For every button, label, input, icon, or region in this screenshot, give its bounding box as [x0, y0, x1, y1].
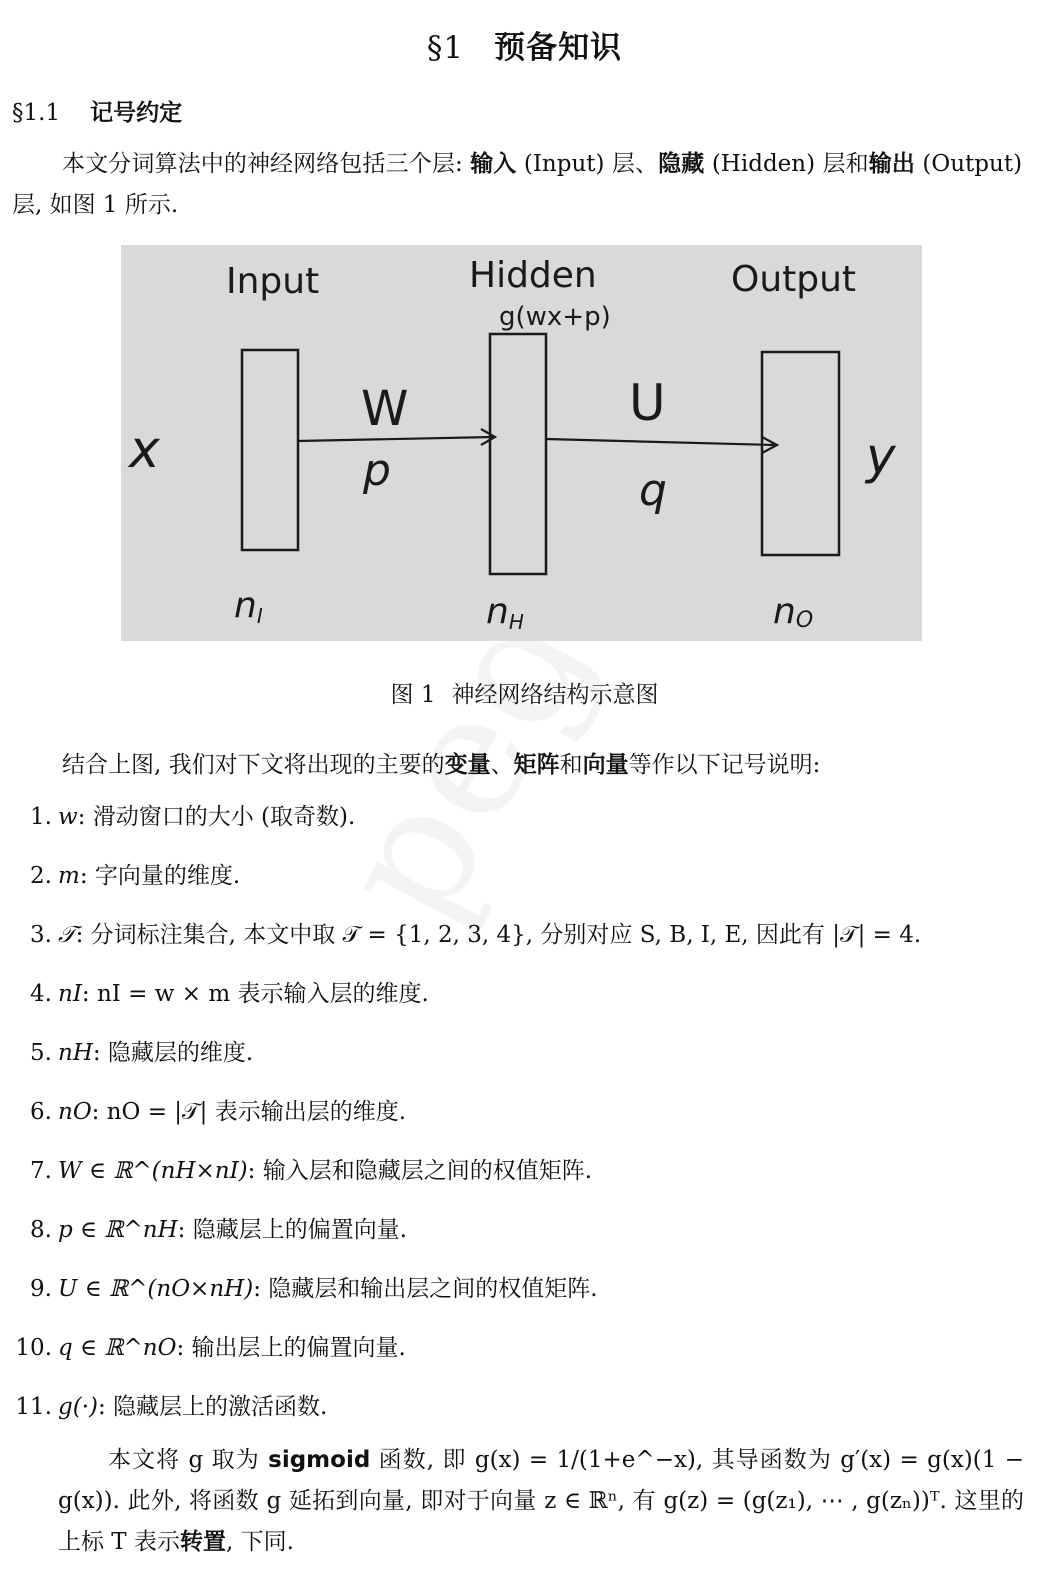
lead-text: 结合上图, 我们对下文将出现的主要的 — [62, 752, 445, 778]
intro-input-term: 输入 — [470, 151, 517, 177]
final-text: 本文将 g 取为 — [108, 1447, 269, 1473]
lead-term-vector: 向量 — [582, 752, 629, 778]
final-text: , 下同. — [225, 1529, 294, 1555]
label-nO: nO — [773, 591, 814, 633]
label-U: U — [629, 374, 666, 432]
list-item-symbol: w — [58, 804, 78, 830]
notation-lead-paragraph — [12, 745, 1022, 786]
list-item — [0, 915, 1030, 955]
intro-text: (Hidden) 层和 — [704, 151, 869, 177]
output-layer-box — [762, 352, 839, 555]
label-output: Output — [731, 259, 857, 300]
lead-text: 等作以下记号说明: — [628, 752, 821, 778]
figure-caption — [0, 676, 1049, 709]
list-item-number: 8. — [30, 1217, 52, 1243]
input-layer-box — [242, 350, 298, 550]
list-item-symbol: nH — [58, 1040, 93, 1066]
label-x: x — [129, 420, 160, 480]
list-item-text: : 隐藏层的维度. — [92, 1040, 254, 1066]
list-item — [0, 1092, 1030, 1132]
intro-text: (Input) 层、 — [516, 151, 659, 177]
list-item — [0, 1269, 1030, 1309]
intro-text: (Output) 层, 如图 1 所示. — [12, 151, 1023, 218]
list-item-number: 11. — [15, 1394, 52, 1420]
list-item-text: : 隐藏层上的偏置向量. — [177, 1217, 408, 1243]
label-W: W — [361, 381, 409, 437]
list-item-number: 5. — [30, 1040, 52, 1066]
list-item-symbol: p ∈ ℝ^nH — [58, 1217, 178, 1243]
list-item-symbol: 𝒯 — [58, 922, 76, 948]
label-hidden: Hidden — [469, 255, 597, 296]
list-item — [0, 856, 1030, 896]
list-item-symbol: q ∈ ℝ^nO — [58, 1335, 177, 1361]
intro-paragraph — [12, 144, 1022, 226]
list-item-text: : 隐藏层和输出层之间的权值矩阵. — [253, 1276, 598, 1302]
list-item-text: : 滑动窗口的大小 (取奇数). — [77, 804, 356, 830]
arrow-input-hidden — [298, 437, 493, 441]
list-item-number: 3. — [30, 922, 52, 948]
label-y: y — [866, 427, 896, 485]
section-title — [0, 22, 1049, 67]
list-item-number: 9. — [30, 1276, 52, 1302]
intro-output-term: 输出 — [868, 151, 915, 177]
list-item — [0, 974, 1030, 1014]
network-diagram — [121, 245, 922, 641]
list-item — [0, 797, 1030, 837]
list-item-symbol: W ∈ ℝ^(nH×nI) — [58, 1158, 248, 1184]
list-item-number: 1. — [30, 804, 52, 830]
list-item-number: 7. — [30, 1158, 52, 1184]
section-number: §1 — [426, 30, 465, 66]
sigmoid-term: sigmoid — [268, 1447, 371, 1473]
lead-text: 和 — [559, 752, 583, 778]
figure-caption-number: 图 1 — [390, 682, 436, 708]
subsection-title — [12, 94, 182, 127]
list-item-number: 4. — [30, 981, 52, 1007]
list-item-number: 10. — [15, 1335, 52, 1361]
subsection-title-text: 记号约定 — [90, 99, 183, 126]
transpose-term: 转置 — [179, 1529, 226, 1555]
list-item — [0, 1328, 1030, 1368]
label-input: Input — [226, 261, 320, 302]
list-item-number: 6. — [30, 1099, 52, 1125]
lead-term-variable: 变量 — [444, 752, 491, 778]
list-item-text: : nO = |𝒯| 表示输出层的维度. — [91, 1099, 407, 1125]
list-item — [0, 1210, 1030, 1250]
list-item-text: : nI = w × m 表示输入层的维度. — [81, 981, 429, 1007]
label-p: p — [363, 445, 391, 496]
list-item-text: : 输出层上的偏置向量. — [176, 1335, 406, 1361]
final-text: 函数, 即 g(x) = 1/(1+e^−x), 其导函数为 g′(x) = g(x)(1 − g(x)). 此外, 将函数 g 延拓到向量, 即对于向量 z ∈ ℝⁿ, 有 g(z) = (g(z₁), ⋯ , g(zₙ))ᵀ. 这里的上标 T 表示 — [58, 1447, 1025, 1555]
list-item-symbol: nO — [58, 1099, 92, 1125]
lead-term-matrix: 矩阵 — [513, 752, 560, 778]
list-item — [0, 1387, 1030, 1427]
label-hidden-function: g(wx+p) — [499, 302, 611, 332]
list-item-symbol: g(·) — [58, 1394, 98, 1420]
section-title-text: 预备知识 — [494, 30, 623, 66]
hidden-layer-box — [490, 334, 546, 574]
intro-hidden-term: 隐藏 — [658, 151, 705, 177]
list-item-text: : 隐藏层上的激活函数. — [97, 1394, 328, 1420]
intro-text: 本文分词算法中的神经网络包括三个层: — [62, 151, 471, 177]
list-item — [0, 1033, 1030, 1073]
lead-text: 、 — [490, 752, 514, 778]
network-figure — [121, 245, 922, 641]
list-item — [0, 1151, 1030, 1191]
sigmoid-paragraph — [58, 1440, 1024, 1563]
list-item-number: 2. — [30, 863, 52, 889]
label-nI: nI — [234, 585, 263, 628]
figure-caption-text: 神经网络结构示意图 — [451, 682, 659, 708]
label-q: q — [639, 465, 667, 516]
subsection-number: §1.1 — [12, 100, 61, 126]
list-item-symbol: U ∈ ℝ^(nO×nH) — [58, 1276, 254, 1302]
list-item-text: : 字向量的维度. — [79, 863, 241, 889]
list-item-text: : 分词标注集合, 本文中取 𝒯 = {1, 2, 3, 4}, 分别对应 S, B, I, E, 因此有 |𝒯| = 4. — [75, 922, 922, 948]
list-item-text: : 输入层和隐藏层之间的权值矩阵. — [247, 1158, 593, 1184]
label-nH: nH — [486, 591, 524, 634]
list-item-symbol: m — [58, 863, 80, 889]
list-item-symbol: nI — [58, 981, 82, 1007]
arrow-hidden-output — [546, 439, 774, 445]
